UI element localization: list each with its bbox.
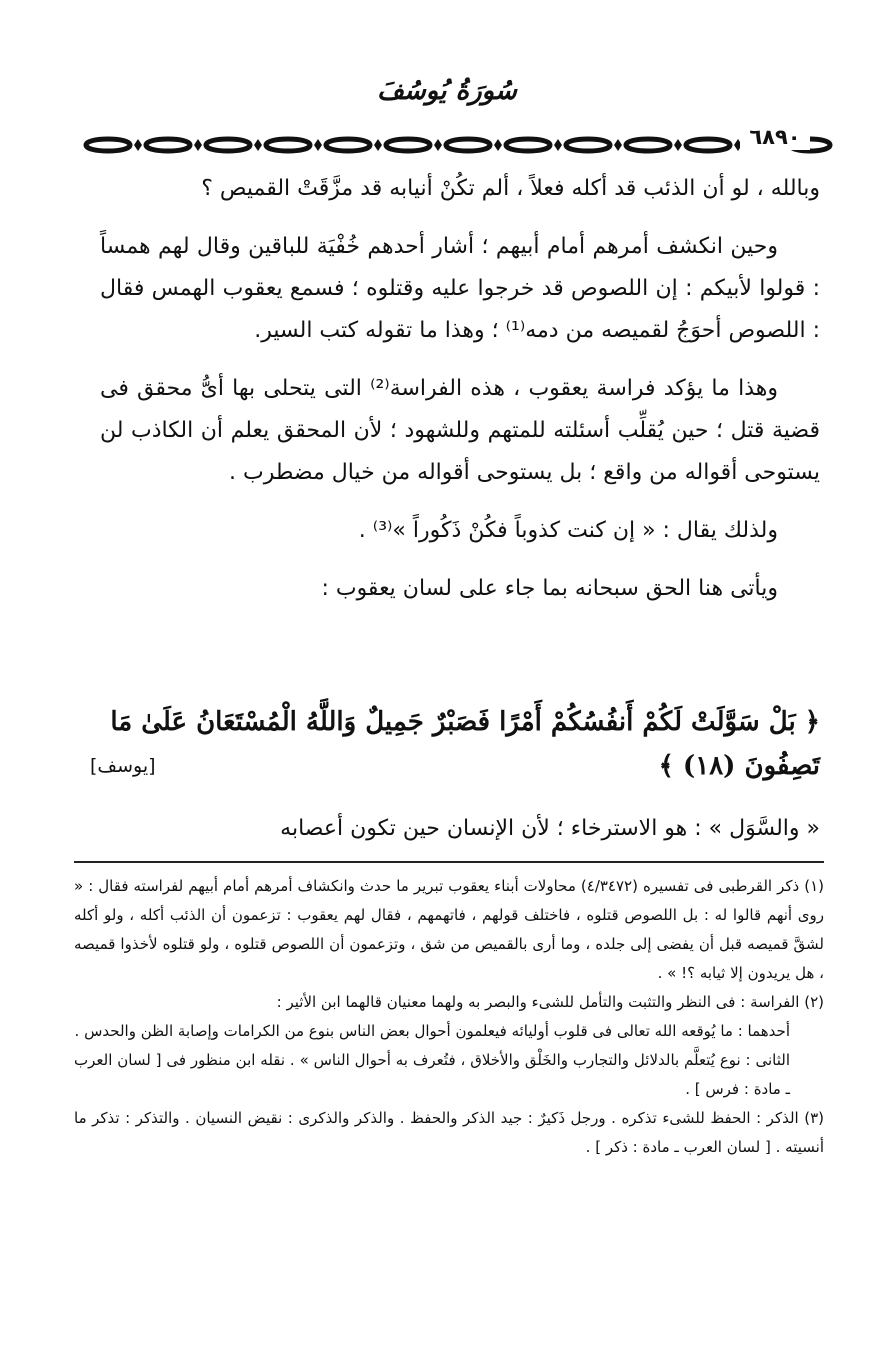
surah-reference: [يوسف]	[90, 755, 156, 777]
paragraph: وحين انكشف أمرهم أمام أبيهم ؛ أشار أحدهم خُفْيَة للباقين وقال لهم همساً : قولوا لأبيكم : إن اللصوص قد خرجوا عليه وقتلوه ؛ فسمع يعقوب الهمس فقال : اللصوص أحوَجُ لقميصه من دمه⁽¹⁾ ؛ وهذا ما تقوله كتب السير.	[100, 234, 820, 343]
paragraph: « والسَّوَل » : هو الاسترخاء ؛ لأن الإنسان حين تكون أعصابه	[280, 816, 820, 841]
footnote-sub: أحدهما : ما يُوقعه الله تعالى فى قلوب أوليائه فيعلمون أحوال بعض الناس بنوع من الكرامات وإصابة الظن والحدس .	[74, 1022, 790, 1040]
chain-ornament-icon	[78, 132, 838, 158]
surah-title: سُورَةُ يُوسُفَ	[377, 76, 517, 106]
body-text	[100, 168, 820, 626]
paragraph: وهذا ما يؤكد فراسة يعقوب ، هذه الفراسة⁽²⁾ التى يتحلى بها أىُّ محقق فى قضية قتل ؛ حين يُقلِّب أسئلته للمتهم وللشهود ؛ لأن المحقق يعلم أن الكاذب لن يستوحى أقواله من واقع ؛ بل يستوحى أقواله من خيال مضطرب .	[100, 376, 820, 485]
quran-verse	[90, 700, 820, 788]
verse-line: ﴿ بَلْ سَوَّلَتْ لَكُمْ أَنفُسُكُمْ أَمْرًا فَصَبْرٌ جَمِيلٌ وَاللَّهُ الْمُسْتَعَانُ عَلَىٰ مَا	[110, 707, 820, 737]
verse-line: تَصِفُونَ (١٨) ﴾	[658, 751, 820, 781]
footnote-divider	[74, 861, 824, 863]
footnote-sub: الثانى : نوع يُتعلَّم بالدلائل والتجارب والخَلْق والأخلاق ، فتُعرف به أحوال الناس » . نقله ابن منظور فى [ لسان العرب ـ مادة : فرس ] .	[74, 1051, 790, 1098]
footnote: (١) ذكر القرطبى فى تفسيره (٤/٣٤٧٢) محاولات أبناء يعقوب تبرير ما حدث وانكشاف أمرهم أمام أبيهم لفراسته فقال : « روى أنهم قالوا له : بل اللصوص قتلوه ، فاختلف قولهم ، فاتهمهم ، فقال لهم يعقوب : تزعمون أن الذئب أكله ، ولو أكله لشقَّ قميصه قبل أن يفضى إلى جلده ، وما أرى بالقميص من شق ، وتزعمون أن اللصوص قتلوه ، ولو قتلوه لأخذوا قميصه ، هل يريدون إلا ثيابه ؟! » .	[74, 877, 824, 982]
page-number: ٦٨٩٠	[740, 124, 810, 150]
paragraph: وبالله ، لو أن الذئب قد أكله فعلاً ، ألم تكُنْ أنيابه قد مزَّقَتْ القميص ؟	[201, 176, 820, 201]
footnotes	[74, 872, 824, 1162]
footnote: (٢) الفراسة : فى النظر والتثبت والتأمل للشىء والبصر به ولهما معنيان قالهما ابن الأثير :	[276, 993, 824, 1011]
ornamental-border	[78, 132, 838, 158]
paragraph: ولذلك يقال : « إن كنت كذوباً فكُنْ ذَكُوراً »⁽³⁾ .	[358, 518, 778, 543]
paragraph: ويأتى هنا الحق سبحانه بما جاء على لسان يعقوب :	[321, 576, 778, 601]
footnote: (٣) الذكر : الحفظ للشىء تذكره . ورجل ذَكيرٌ : جيد الذكر والحفظ . والذكر والذكرى : نقيض النسيان . والتذكر : تذكر ما أنسيته . [ لسان العرب ـ مادة : ذكر ] .	[74, 1109, 824, 1156]
